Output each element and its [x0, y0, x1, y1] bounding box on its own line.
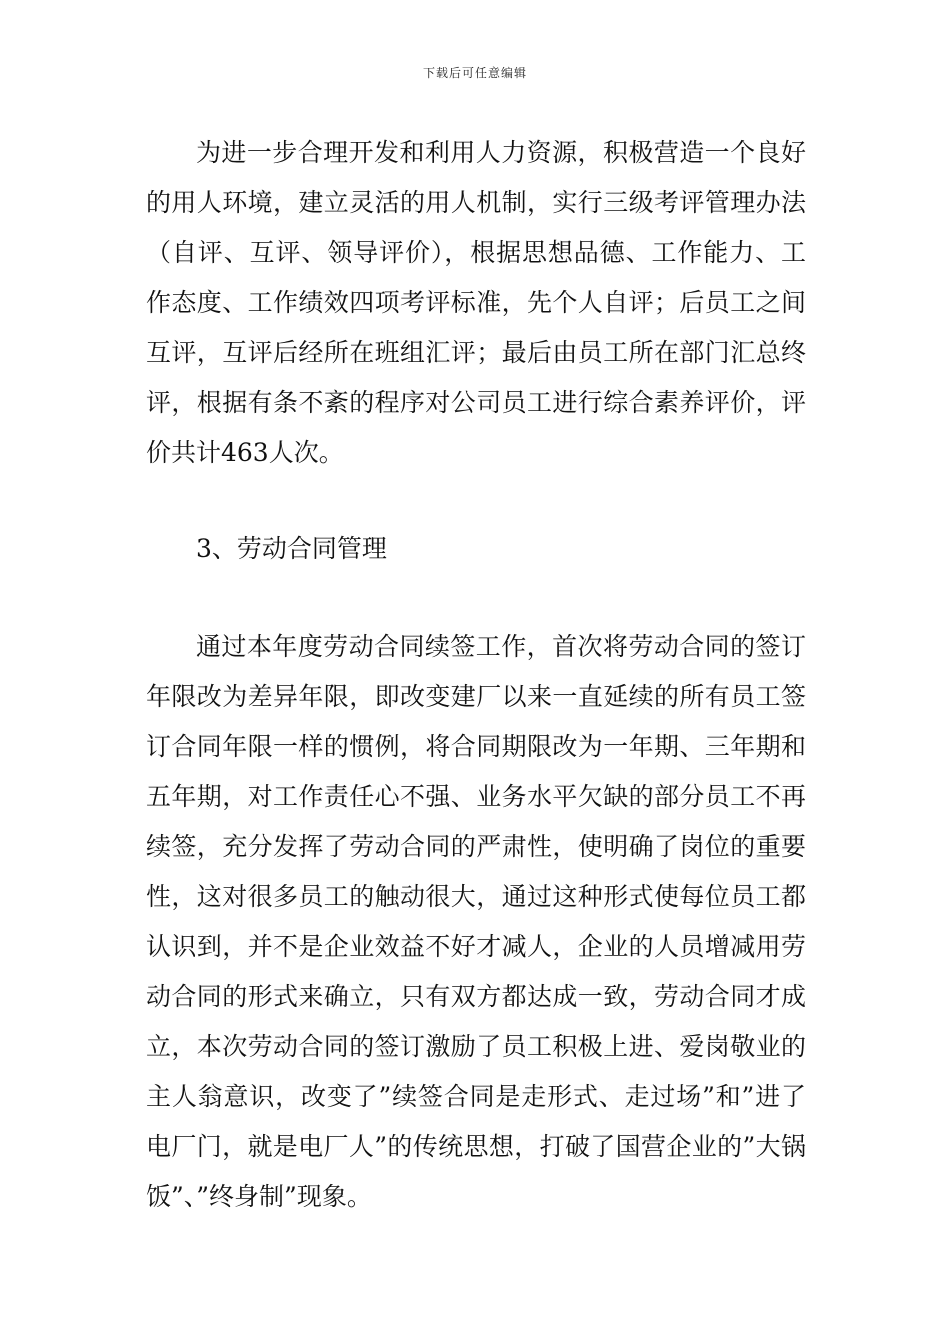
header-note: 下载后可任意编辑: [422, 66, 527, 80]
section-heading: 3、劳动合同管理: [196, 534, 387, 563]
paragraph-1: 为进一步合理开发和利用人力资源，积极营造一个良好的用人环境，建立灵活的用人机制，实行三级考评管理办法（自评、互评、领导评价），根据思想品德、工作能力、工作态度、工作绩效四项考评标准，先个人自评；后员工之间互评，互评后经所在班组汇评；最后由员工所在部门汇总终评，根据有条不紊的程序对公司员工进行综合素养评价，评价共计463人次。: [146, 138, 806, 467]
paragraph-2-block: [146, 622, 806, 1222]
paragraph-1-block: [146, 128, 806, 478]
section-heading-block: [146, 524, 806, 574]
paragraph-2: 通过本年度劳动合同续签工作，首次将劳动合同的签订年限改为差异年限，即改变建厂以来一直延续的所有员工签订合同年限一样的惯例，将合同期限改为一年期、三年期和五年期，对工作责任心不强、业务水平欠缺的部分员工不再续签，充分发挥了劳动合同的严肃性，使明确了岗位的重要性，这对很多员工的触动很大，通过这种形式使每位员工都认识到，并不是企业效益不好才减人，企业的人员增减用劳动合同的形式来确立，只有双方都达成一致，劳动合同才成立，本次劳动合同的签订激励了员工积极上进、爱岗敬业的主人翁意识，改变了”续签合同是走形式、走过场”和”进了电厂门，就是电厂人”的传统思想，打破了国营企业的”大锅饭”、”终身制”现象。: [146, 632, 806, 1211]
